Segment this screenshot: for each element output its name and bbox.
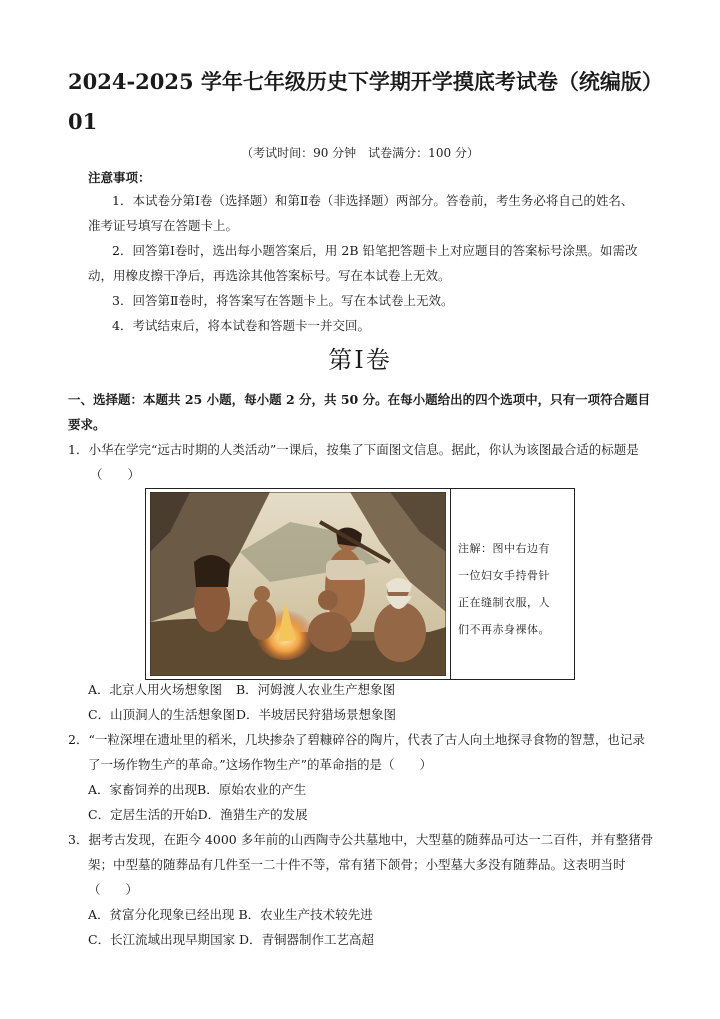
q2-stem-line-2: 了一场作物生产的革命。”这场作物生产”的革命指的是（ ）: [88, 757, 433, 772]
q1-stem-line-1: 1．小华在学完“远古时期的人类活动”一课后，按集了下面图文信息。据此，你认为该图最合适的标题是: [68, 442, 639, 457]
figure-annotation: [458, 535, 566, 643]
section-title: 第Ⅰ卷: [328, 346, 392, 374]
exam-title: [68, 62, 668, 142]
q3-stem-line-3: （ ）: [88, 882, 139, 897]
part-intro: [68, 387, 658, 437]
title-line-2: 01: [68, 109, 98, 134]
note-item-2-cont: 动，用橡皮擦干净后，再选涂其他答案标号。写在本试卷上无效。: [88, 268, 451, 283]
q1-option-b: B．河姆渡人农业生产想象图: [236, 682, 396, 697]
q2-stem-line-1: 2．“一粒深埋在遗址里的稻米，几块掺杂了碧糠碎谷的陶片，代表了古人向土地探寻食物的智慧，也记录: [68, 732, 645, 747]
annotation-line: 正在缝制衣服，人: [458, 596, 550, 609]
annotation-line: 们不再赤身裸体。: [458, 623, 550, 636]
q1-figure: [145, 488, 575, 680]
q2-options-ab: A．家畜饲养的出现B．原始农业的产生: [88, 782, 307, 797]
q3-stem-line-2: 架；中型墓的随葬品有几件至一二十件不等，常有猪下颌骨；小型墓大多没有随葬品。这表明当时: [88, 857, 626, 872]
title-line-1: 2024-2025 学年七年级历史下学期开学摸底考试卷（统编版）: [68, 69, 663, 94]
q1-option-d: D．半坡居民狩猎场景想象图: [236, 707, 397, 722]
q3-options-cd: C．长江流域出现早期国家 D．青铜器制作工艺高超: [88, 932, 375, 947]
annotation-line: 一位妇女手持骨针: [458, 569, 550, 582]
note-item-4: 4．考试结束后，将本试卷和答题卡一并交回。: [112, 318, 370, 333]
q3-stem-line-1: 3．据考古发现，在距今 4000 多年前的山西陶寺公共墓地中，大型墓的随葬品可达一二百件，并有整猪骨: [68, 832, 654, 847]
note-item-1: 1．本试卷分第Ⅰ卷（选择题）和第Ⅱ卷（非选择题）两部分。答卷前，考生务必将自己的姓名、: [112, 193, 634, 208]
note-item-1-cont: 准考证号填写在答题卡上。: [88, 218, 239, 233]
annotation-line: 注解：图中右边有: [458, 542, 550, 555]
part-intro-line-2: 要求。: [68, 417, 106, 432]
q3-options-ab: A．贫富分化现象已经出现 B．农业生产技术较先进: [88, 907, 373, 922]
q1-stem-line-2: （ ）: [90, 467, 141, 482]
part-intro-line-1: 一、选择题：本题共 25 小题，每小题 2 分，共 50 分。在每小题给出的四个选项中，只有一项符合题目: [68, 392, 651, 407]
note-item-2: 2．回答第Ⅰ卷时，选出每小题答案后，用 2B 铅笔把答题卡上对应题目的答案标号涂黑。如需改: [112, 243, 638, 258]
note-item-3: 3．回答第Ⅱ卷时，将答案写在答题卡上。写在本试卷上无效。: [112, 293, 454, 308]
q1-option-c: C．山顶洞人的生活想象图: [88, 707, 236, 722]
prehistoric-scene-illustration: [150, 492, 446, 676]
exam-time-info: （考试时间：90 分钟 试卷满分：100 分）: [241, 146, 479, 160]
q2-options-cd: C．定居生活的开始D．渔猎生产的发展: [88, 807, 308, 822]
figure-divider: [450, 489, 451, 679]
q1-option-a: A．北京人用火场想象图: [88, 682, 223, 697]
notes-heading: 注意事项：: [88, 170, 151, 185]
